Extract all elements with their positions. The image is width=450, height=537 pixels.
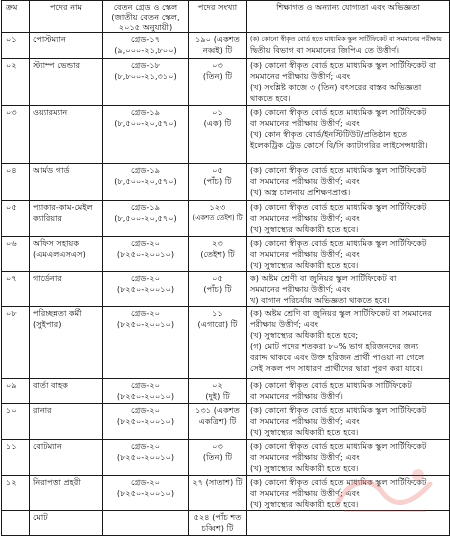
total-count: ৫২৪ (পাঁচ শত bbox=[193, 512, 242, 522]
pay-scale: (৮,৫০০-২০,৫৭০) bbox=[114, 213, 177, 223]
total-count: চব্বিশ) টি bbox=[201, 523, 234, 533]
post-count: ০৫ bbox=[212, 165, 223, 175]
post-count-cell bbox=[189, 379, 247, 404]
post-name: আর্মড গার্ড bbox=[33, 165, 70, 175]
total-grade-cell bbox=[103, 511, 189, 536]
serial-cell bbox=[2, 106, 30, 164]
table-row bbox=[2, 106, 450, 164]
post-name: পরিচ্ছন্নতা কর্মী bbox=[33, 308, 82, 318]
pay-grade-cell bbox=[103, 476, 189, 511]
post-count-cell bbox=[189, 440, 247, 476]
pay-grade-cell bbox=[103, 201, 189, 237]
post-count: (একশত তেইশ) টি bbox=[192, 214, 243, 222]
qualification-line: (ক) কোনো স্বীকৃত বোর্ড হতে মাধ্যমিক স্কুল সার্টিফিকেট bbox=[250, 405, 427, 415]
post-count-cell bbox=[189, 404, 247, 440]
qualification-line: (ক) কোনো স্বীকৃত বোর্ড হতে মাধ্যমিক স্কুল সার্টিফিকেট বা সমমানের পরীক্ষায় bbox=[250, 35, 442, 43]
pay-scale: (৮,৮০০-২১,৩১০) bbox=[114, 71, 177, 81]
pay-grade: গ্রেড-২০ bbox=[130, 380, 161, 390]
table-row bbox=[2, 201, 450, 237]
serial-cell bbox=[2, 272, 30, 307]
serial-number: ০১ bbox=[6, 34, 17, 44]
qualification-cell bbox=[247, 201, 450, 237]
qualification-line: (খ) কোন স্বীকৃত বোর্ড/ইনস্টিটিউট/প্রতিষ্ঠান হতে bbox=[250, 129, 407, 139]
post-name: স্ট্যাম্প ভেন্ডার bbox=[33, 60, 81, 70]
post-name: নিরাপত্তা প্রহরী bbox=[33, 477, 81, 487]
serial-cell bbox=[2, 201, 30, 237]
serial-cell bbox=[2, 59, 30, 106]
post-count-cell bbox=[189, 106, 247, 164]
post-count: (তেইশ) টি bbox=[200, 249, 235, 259]
qualification-cell bbox=[247, 272, 450, 307]
qualification-line: (ক) কোনো স্বীকৃত বোর্ড হতে মাধ্যমিক সার্টিফিকেট bbox=[250, 380, 412, 390]
pay-scale: (৯,০০০-২১,৮০০) bbox=[114, 45, 177, 55]
serial-cell bbox=[2, 379, 30, 404]
post-name: রানার bbox=[33, 405, 52, 415]
qualification-line: (খ) অস্ত্র চালনায় প্রশিক্ষণপ্রাপ্ত। bbox=[250, 187, 351, 197]
post-name-cell bbox=[30, 33, 103, 59]
post-name-cell bbox=[30, 379, 103, 404]
post-count: ০১ bbox=[212, 107, 223, 117]
pay-grade-cell bbox=[103, 59, 189, 106]
table-row bbox=[2, 404, 450, 440]
qualification-line: বা সমমানের পরীক্ষায় উত্তীর্ণ। bbox=[250, 391, 343, 401]
qualification-line: বা সমমানের পরীক্ষায় উত্তীর্ণ; এবং bbox=[250, 213, 360, 223]
pay-scale: (৮২৫০-২০০১০) bbox=[116, 319, 175, 329]
table-row bbox=[2, 59, 450, 106]
post-count: (পাঁচ) টি bbox=[203, 176, 232, 186]
pay-grade-cell bbox=[103, 164, 189, 201]
post-count: ১১ bbox=[212, 308, 223, 318]
serial-number: ০৮ bbox=[6, 308, 17, 318]
table-row bbox=[2, 476, 450, 511]
serial-number: ০৪ bbox=[6, 165, 17, 175]
post-count: নব্বই) টি bbox=[202, 45, 233, 55]
post-name-cell bbox=[30, 106, 103, 164]
table-row bbox=[2, 33, 450, 59]
pay-grade: গ্রেড-২০ bbox=[130, 308, 161, 318]
serial-cell bbox=[2, 440, 30, 476]
serial-number: ১০ bbox=[6, 405, 17, 415]
post-count: ০৩ bbox=[212, 60, 223, 70]
total-count-cell bbox=[189, 511, 247, 536]
pay-scale: (৮২৫০-২০০১০) bbox=[116, 249, 175, 259]
post-count: ১২৩ bbox=[209, 202, 226, 212]
pay-grade-cell bbox=[103, 33, 189, 59]
qualification-cell bbox=[247, 59, 450, 106]
pay-grade: গ্রেড-১৯ bbox=[130, 202, 161, 212]
qualification-cell bbox=[247, 404, 450, 440]
pay-grade: গ্রেড-১৯ bbox=[130, 165, 161, 175]
header-post-count-label: পদের সংখ্যা bbox=[197, 2, 238, 12]
pay-scale: (৮২৫০-২০০১০) bbox=[116, 416, 175, 426]
pay-grade: গ্রেড-২০ bbox=[130, 405, 161, 415]
serial-cell bbox=[2, 33, 30, 59]
post-count: (পাঁচ) টি bbox=[203, 284, 232, 294]
qualification-line: বা সমমানের পরীক্ষায় উত্তীর্ণ; এবং bbox=[250, 488, 360, 498]
header-pay-grade-label: (জাতীয় বেতন স্কেল, bbox=[111, 12, 180, 22]
post-name-cell bbox=[30, 404, 103, 440]
qualification-line: (খ) সুস্বাস্থ্যের অধিকারী হতে হবে। bbox=[250, 427, 359, 437]
header-serial-label: ক্রম bbox=[6, 2, 18, 12]
pay-grade-cell bbox=[103, 237, 189, 272]
serial-cell bbox=[2, 237, 30, 272]
post-name-cell bbox=[30, 164, 103, 201]
pay-scale: (৮২৫০-২০০১০) bbox=[116, 452, 175, 462]
serial-number: ০৭ bbox=[6, 273, 17, 283]
post-name: বোটম্যান bbox=[33, 441, 62, 451]
post-count: ০৩ bbox=[212, 441, 223, 451]
qualification-line: দ্বিতীয় বিভাগ বা সমমানের জিপিএ তে উত্তীর্ণ। bbox=[250, 45, 400, 55]
pay-grade-cell bbox=[103, 379, 189, 404]
post-name: (সুইপার) bbox=[33, 319, 62, 329]
serial-number: ০৫ bbox=[6, 202, 17, 212]
post-count: ০৫ bbox=[212, 273, 223, 283]
pay-grade: গ্রেড-১৭ bbox=[130, 34, 161, 44]
qualification-cell bbox=[247, 237, 450, 272]
pay-scale: (৮২৫০-২০০১০) bbox=[116, 284, 175, 294]
serial-number: ০২ bbox=[6, 60, 17, 70]
post-name: (এমএলএসএস) bbox=[33, 249, 86, 259]
post-count: (দুই) টি bbox=[205, 391, 230, 401]
recruitment-table bbox=[1, 0, 450, 536]
post-count: ২৭ (সাতাশ) টি bbox=[192, 477, 243, 487]
post-name-cell bbox=[30, 272, 103, 307]
qualification-line: (ক) কোনো স্বীকৃত বোর্ড হতে মাধ্যমিক স্কুল সার্টিফিকেট bbox=[250, 202, 427, 212]
qualification-cell bbox=[247, 164, 450, 201]
qualification-line: (ক) কোনো স্বীকৃত বোর্ড হতে মাধ্যমিক স্কুল সার্টিফিকেট bbox=[250, 238, 427, 248]
serial-number: ১১ bbox=[6, 441, 17, 451]
qualification-line: (ক) কোনো স্বীকৃত বোর্ড হতে মাধ্যমিক স্কুল সার্টিফিকেট bbox=[250, 477, 427, 487]
post-count: ১৯০ (একশত bbox=[195, 34, 240, 44]
pay-scale: (৮,৫০০-২০,৫৭০) bbox=[114, 118, 177, 128]
post-name-cell bbox=[30, 476, 103, 511]
table-header-row bbox=[2, 1, 450, 33]
post-count-cell bbox=[189, 476, 247, 511]
post-count: (তিন) টি bbox=[202, 452, 233, 462]
header-post-name-label: পদের নাম bbox=[49, 2, 83, 12]
pay-grade-cell bbox=[103, 106, 189, 164]
serial-number: ০৬ bbox=[6, 238, 17, 248]
pay-scale: (৮২৫০-২০০১০) bbox=[116, 391, 175, 401]
post-name-cell bbox=[30, 237, 103, 272]
post-count-cell bbox=[189, 272, 247, 307]
pay-grade-cell bbox=[103, 404, 189, 440]
pay-grade: গ্রেড-১৯ bbox=[130, 107, 161, 117]
qualification-line: (খ) সংশ্লিষ্ট কাজে ৩ (তিন) বৎসরের বাস্তব অভিজ্ঞতা bbox=[250, 82, 422, 92]
qualification-line: বা সমমানের পরীক্ষায় উত্তীর্ণ; এবং bbox=[250, 249, 360, 259]
qualification-line: বা সমমানের পরীক্ষায় উত্তীর্ণ; এবং bbox=[250, 176, 360, 186]
table-row bbox=[2, 307, 450, 379]
post-name-cell bbox=[30, 201, 103, 237]
pay-scale: (৮,৫০০-২০,৫৭০) bbox=[114, 176, 177, 186]
total-serial-cell bbox=[2, 511, 30, 536]
pay-scale: (৮২৫০-২০০১০) bbox=[116, 488, 175, 498]
qualification-cell bbox=[247, 33, 450, 59]
post-name: গার্ডেনার bbox=[33, 273, 62, 283]
post-name-cell bbox=[30, 59, 103, 106]
qualification-line: (খ) সুস্বাস্থ্যের অধিকারী হতে হবে। bbox=[250, 260, 359, 270]
pay-grade: গ্রেড-১৮ bbox=[130, 60, 161, 70]
qualification-line: সমমানের পরীক্ষায় উত্তীর্ণ; এবং bbox=[250, 284, 351, 294]
serial-number: ০৯ bbox=[6, 380, 17, 390]
post-count-cell bbox=[189, 237, 247, 272]
table-row bbox=[2, 440, 450, 476]
serial-number: ০৩ bbox=[6, 107, 17, 117]
pay-grade: গ্রেড-২০ bbox=[130, 441, 161, 451]
qualification-line: (খ) সুস্বাস্থ্যের অধিকারী হতে হবে; bbox=[250, 330, 359, 340]
post-count-cell bbox=[189, 59, 247, 106]
total-label-cell bbox=[30, 511, 103, 536]
header-serial-cell bbox=[2, 1, 30, 33]
qualification-line: বা সমমানের পরীক্ষায় উত্তীর্ণ; এবং bbox=[250, 118, 360, 128]
qualification-line: খ) বাগান পরিচর্যায় অভিজ্ঞতা থাকতে হবে। bbox=[250, 295, 390, 305]
post-count: (এগারো) টি bbox=[197, 319, 238, 329]
post-name: প্যাকার-কাম-মেইল bbox=[33, 202, 93, 212]
post-name: বার্তা বাহক bbox=[33, 380, 69, 390]
header-pay-grade-label: ২০১৫ অনুযায়ী) bbox=[118, 22, 173, 32]
pay-grade-cell bbox=[103, 307, 189, 379]
post-count: ২৩ bbox=[212, 238, 223, 248]
qualification-line: (ক) কোনো স্বীকৃত বোর্ড হতে মাধ্যমিক স্কুল সার্টিফিকেট bbox=[250, 165, 427, 175]
post-count: ০২ bbox=[212, 380, 223, 390]
total-label: মোট bbox=[33, 512, 48, 522]
pay-grade: গ্রেড-২০ bbox=[130, 477, 161, 487]
header-post-name-cell bbox=[30, 1, 103, 33]
qualification-line: সমমানের পরীক্ষায় উত্তীর্ণ; এবং bbox=[250, 71, 351, 81]
pay-grade-cell bbox=[103, 440, 189, 476]
header-post-count-cell bbox=[189, 1, 247, 33]
table-row bbox=[2, 272, 450, 307]
qualification-line: (খ) সুস্বাস্থ্যের অধিকারী হতে হবে। bbox=[250, 463, 359, 473]
qualification-cell bbox=[247, 476, 450, 511]
post-count-cell bbox=[189, 33, 247, 59]
qualification-line: (খ) সুস্বাস্থ্যের অধিকারী হতে হবে। bbox=[250, 499, 359, 509]
qualification-line: থাকতে হবে। bbox=[250, 93, 291, 103]
post-count: একত্রিশ) টি bbox=[198, 416, 237, 426]
qualification-cell bbox=[247, 106, 450, 164]
pay-grade: গ্রেড-২০ bbox=[130, 273, 161, 283]
qualification-cell bbox=[247, 440, 450, 476]
qualification-line: ইলেকট্রিক ট্রেড কোর্সে বি/সি ক্যাটাগরির লাইসেন্সধারী। bbox=[250, 140, 428, 150]
pay-grade-cell bbox=[103, 272, 189, 307]
post-count-cell bbox=[189, 164, 247, 201]
post-count-cell bbox=[189, 307, 247, 379]
header-pay-grade-label: বেতন গ্রেড ও স্কেল bbox=[113, 2, 178, 12]
qualification-line: ক) অষ্টম শ্রেণী বা জুনিয়র স্কুল সার্টিফিকেট বা bbox=[250, 273, 397, 283]
pay-grade: গ্রেড-২০ bbox=[130, 238, 161, 248]
table-row bbox=[2, 164, 450, 201]
post-name: ক্যারিয়ার bbox=[33, 213, 63, 223]
qualification-line: পরীক্ষায় উত্তীর্ণ; এবং bbox=[250, 319, 319, 329]
qualification-line: (খ) সুস্বাস্থ্যের অধিকারী হতে হবে। bbox=[250, 224, 359, 234]
serial-cell bbox=[2, 404, 30, 440]
qualification-line: বরাদ্দ থাকবে এবং উক্ত হরিজন প্রার্থী পাওয়া না গেলে bbox=[250, 352, 425, 362]
serial-number: ১২ bbox=[6, 477, 17, 487]
table-row bbox=[2, 379, 450, 404]
qualification-line: (ক) কোনো স্বীকৃত বোর্ড হতে মাধ্যমিক স্কুল সার্টিফিকেট bbox=[250, 107, 427, 117]
qualification-line: সেই সকল পদ সাধারণ প্রার্থীদের দ্বারা পূরণ করা যাবে। bbox=[250, 363, 423, 373]
serial-cell bbox=[2, 476, 30, 511]
post-name-cell bbox=[30, 440, 103, 476]
header-qualification-cell bbox=[247, 1, 450, 33]
header-qualification-label: শিক্ষাগত ও অন্যান্য যোগ্যতা এবং অভিজ্ঞতা bbox=[276, 2, 420, 12]
post-name: অফিস সহায়ক bbox=[33, 238, 80, 248]
post-name-cell bbox=[30, 307, 103, 379]
post-count: (তিন) টি bbox=[202, 71, 233, 81]
total-qualification-cell bbox=[247, 511, 450, 536]
serial-cell bbox=[2, 164, 30, 201]
post-name: ওয়্যারম্যান bbox=[33, 107, 68, 117]
post-count-cell bbox=[189, 201, 247, 237]
serial-cell bbox=[2, 307, 30, 379]
qualification-line: বা সমমানের পরীক্ষায় উত্তীর্ণ; এবং bbox=[250, 452, 360, 462]
qualification-cell bbox=[247, 307, 450, 379]
post-count: ১৩১ (একশত bbox=[195, 405, 240, 415]
header-pay-grade-cell bbox=[103, 1, 189, 33]
table-total-row bbox=[2, 511, 450, 536]
qualification-cell bbox=[247, 379, 450, 404]
table-row bbox=[2, 237, 450, 272]
qualification-line: (ক) অষ্টম শ্রেণি বা জুনিয়র স্কুল সার্টিফিকেট বা সমমানের bbox=[250, 308, 432, 318]
qualification-line: (ক) কোনো স্বীকৃত বোর্ড হতে মাধ্যমিক স্কুল সার্টিফিকেট bbox=[250, 441, 427, 451]
post-count: (এক) টি bbox=[203, 118, 232, 128]
post-name: পোস্টম্যান bbox=[33, 34, 66, 44]
qualification-line: (গ) মোট পদের শতকরা ৮০% ভাগ হরিজনদের জন্য bbox=[250, 341, 419, 351]
qualification-line: (ক) কোনো স্বীকৃত বোর্ড হতে মাধ্যমিক স্কুল সার্টিফিকেট বা bbox=[250, 60, 436, 70]
qualification-line: বা সমমানের পরীক্ষায় উত্তীর্ণ; এবং bbox=[250, 416, 360, 426]
